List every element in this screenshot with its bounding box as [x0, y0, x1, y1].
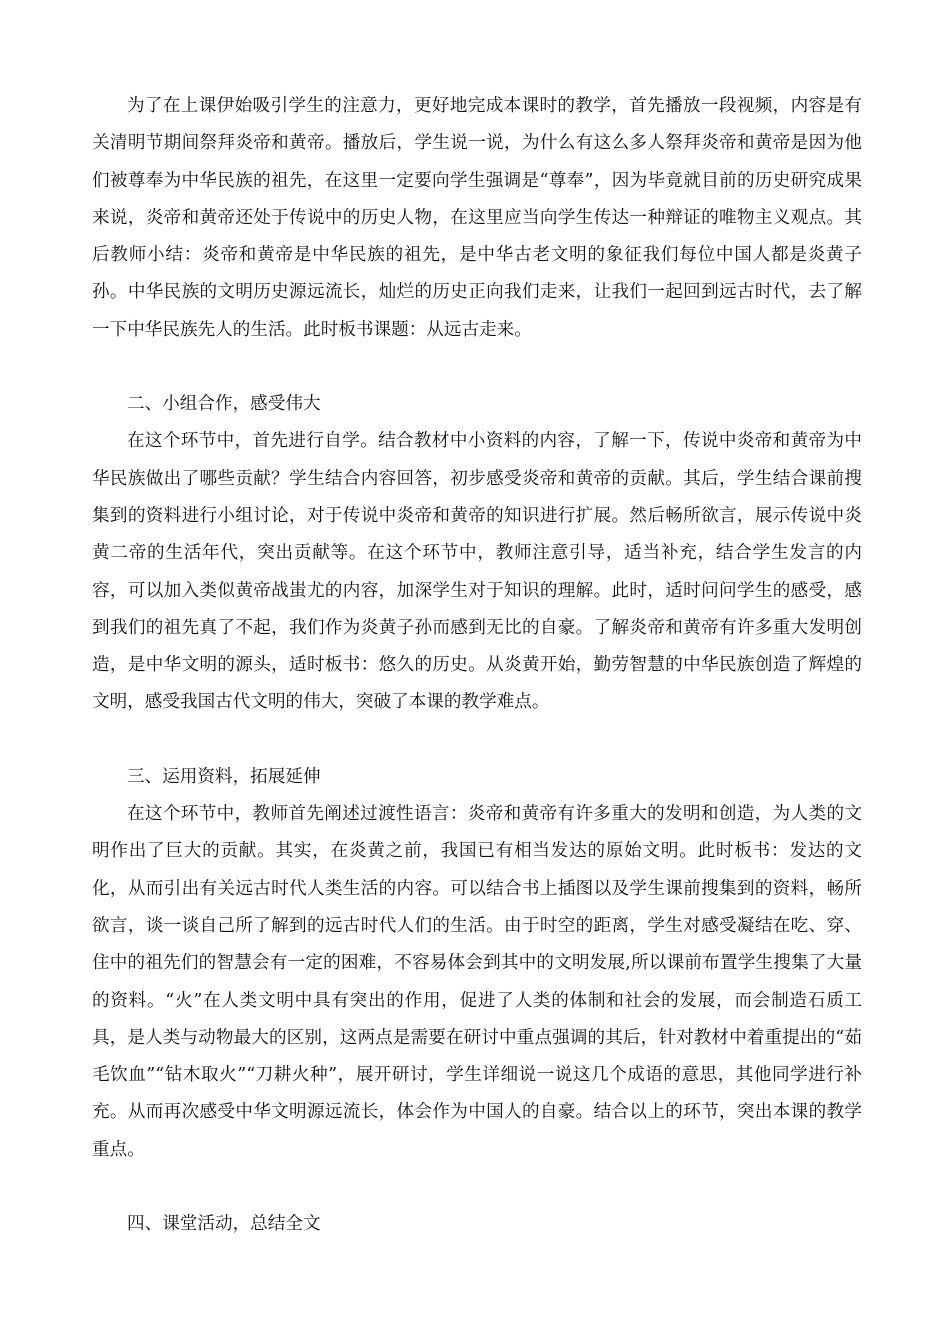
- document-page: [92, 88, 862, 1243]
- section-heading-4: 四、课堂活动，总结全文: [127, 1214, 321, 1235]
- section-heading-3: 三、运用资料，拓展延伸: [127, 766, 321, 787]
- paragraph-gap: [92, 1169, 862, 1206]
- paragraph-gap: [92, 349, 862, 386]
- section-heading-2: 二、小组合作，感受伟大: [127, 394, 321, 415]
- section-3-paragraph: 在这个环节中，教师首先阐述过渡性语言：炎帝和黄帝有许多重大的发明和创造，为人类的文明作出了巨大的贡献。其实，在炎黄之前，我国已有相当发达的原始文明。此时板书：发达的文化，从而引出有关远古时代人类生活的内容。可以结合书上插图以及学生课前搜集到的资料，畅所欲言，谈一谈自己所了解到的远古时代人们的生活。由于时空的距离，学生对感受凝结在吃、穿、住中的祖先们的智慧会有一定的困难，不容易体会到其中的文明发展,所以课前布置学生搜集了大量的资料。“火”在人类文明中具有突出的作用，促进了人类的体制和社会的发展，而会制造石质工具，是人类与动物最大的区别，这两点是需要在研讨中重点强调的其后，针对教材中着重提出的“茹毛饮血”“钻木取火”“刀耕火种”，展开研讨，学生详细说一说这几个成语的意思，其他同学进行补充。从而再次感受中华文明源远流长，体会作为中国人的自豪。结合以上的环节，突出本课的教学重点。: [92, 804, 862, 1160]
- paragraph-gap: [92, 722, 862, 759]
- section-2-paragraph: 在这个环节中，首先进行自学。结合教材中小资料的内容，了解一下，传说中炎帝和黄帝为中华民族做出了哪些贡献？学生结合内容回答，初步感受炎帝和黄帝的贡献。其后，学生结合课前搜集到的资料进行小组讨论，对于传说中炎帝和黄帝的知识进行扩展。然后畅所欲言，展示传说中炎黄二帝的生活年代，突出贡献等。在这个环节中，教师注意引导，适当补充，结合学生发言的内容，可以加入类似黄帝战蚩尤的内容，加深学生对于知识的理解。此时，适时问问学生的感受，感到我们的祖先真了不起，我们作为炎黄子孙而感到无比的自豪。了解炎帝和黄帝有许多重大发明创造，是中华文明的源头，适时板书：悠久的历史。从炎黄开始，勤劳智慧的中华民族创造了辉煌的文明，感受我国古代文明的伟大，突破了本课的教学难点。: [92, 431, 862, 713]
- intro-paragraph: 为了在上课伊始吸引学生的注意力，更好地完成本课时的教学，首先播放一段视频，内容是有关清明节期间祭拜炎帝和黄帝。播放后，学生说一说，为什么有这么多人祭拜炎帝和黄帝是因为他们被尊奉为中华民族的祖先，在这里一定要向学生强调是“尊奉”，因为毕竟就目前的历史研究成果来说，炎帝和黄帝还处于传说中的历史人物，在这里应当向学生传达一种辩证的唯物主义观点。其后教师小结：炎帝和黄帝是中华民族的祖先，是中华古老文明的象征我们每位中国人都是炎黄子孙。中华民族的文明历史源远流长，灿烂的历史正向我们走来，让我们一起回到远古时代，去了解一下中华民族先人的生活。此时板书课题：从远古走来。: [92, 96, 862, 340]
